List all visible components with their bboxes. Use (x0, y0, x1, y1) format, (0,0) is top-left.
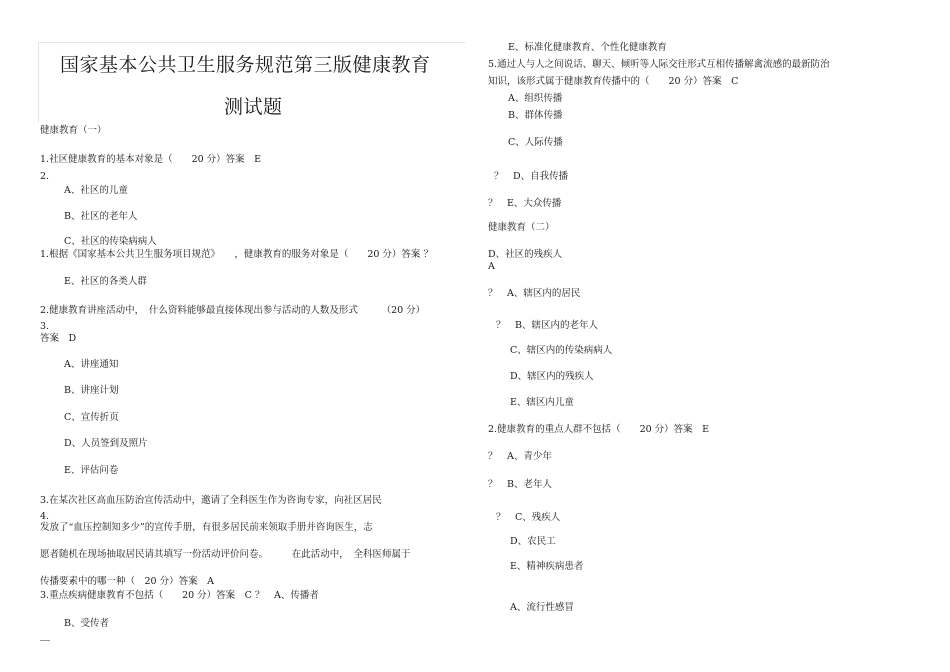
option: D、人员签到及照片 (64, 438, 148, 449)
option: A、讲座通知 (64, 359, 119, 370)
question-text: 2.健康教育的重点人群不包括（ 20 分）答案 E (488, 424, 710, 435)
answer-text: 答案 D (40, 333, 77, 344)
option: B、受传者 (64, 618, 109, 629)
question-number: 3. (40, 321, 50, 332)
question-number: 4. (40, 511, 50, 522)
question-text: 知识，该形式属于健康教育传播中的（ 20 分）答案 C (488, 76, 739, 87)
option: C、辖区内的传染病病人 (510, 345, 613, 356)
option: D、辖区内的残疾人 (510, 371, 594, 382)
document-title: 国家基本公共卫生服务规范第三版健康教育 (60, 54, 431, 76)
option: A、社区的儿童 (64, 185, 128, 196)
option: E、辖区内儿童 (510, 397, 574, 408)
option: A、组织传播 (508, 93, 563, 104)
option: C、社区的传染病病人 (64, 236, 157, 247)
option: C、宣传折页 (64, 412, 119, 423)
option: E、评估问卷 (64, 465, 119, 476)
question-text: 3.在某次社区高血压防治宣传活动中，邀请了全科医生作为咨询专家，向社区居民 (40, 495, 382, 506)
option: E、社区的各类人群 (64, 276, 147, 287)
question-text: 1.根据《国家基本公共卫生服务项目规范》 ，健康教育的服务对象是（ 20 分）答案 ？ (40, 249, 433, 260)
option: C、人际传播 (508, 137, 563, 148)
option: B、群体传播 (508, 110, 563, 121)
question-text: 1.社区健康教育的基本对象是（ 20 分）答案 E (40, 154, 262, 165)
section-heading: 健康教育（一） (40, 125, 107, 136)
option: ？ A、辖区内的居民 (488, 288, 581, 299)
option: ？ B、老年人 (488, 479, 552, 490)
document-subtitle: 测试题 (224, 96, 283, 118)
option: ？ E、大众传播 (488, 198, 562, 209)
option: ？ B、辖区内的老年人 (496, 320, 598, 331)
question-text: 传播要素中的哪一种（ 20 分）答案 A (40, 576, 214, 587)
question-text: 发放了“血压控制知多少”的宣传手册，有很多居民前来领取手册并咨询医生，志 (40, 522, 373, 533)
option: E、精神疾病患者 (510, 561, 584, 572)
option: D、农民工 (510, 536, 556, 547)
question-text: 5.通过人与人之间说话、聊天、倾听等人际交往形式互相传播解禽流感的最新防治 (488, 59, 830, 70)
question-text: 2.健康教育讲座活动中， 什么资料能够最直接体现出参与活动的人数及形式 （20 分） (40, 305, 426, 316)
option: E、标准化健康教育、个性化健康教育 (508, 42, 667, 53)
option: B、讲座计划 (64, 385, 119, 396)
section-heading: 健康教育（二） (488, 222, 555, 233)
option: D、社区的残疾人 (488, 249, 563, 260)
footer-mark (40, 640, 50, 641)
question-text: 3.重点疾病健康教育不包括（ 20 分）答案 C ？ A、传播者 (40, 590, 319, 601)
option: A、流行性感冒 (510, 602, 574, 613)
option: ？ A、青少年 (488, 451, 552, 462)
answer-text: A (488, 261, 495, 272)
question-number: 2. (40, 171, 50, 182)
option: B、社区的老年人 (64, 211, 138, 222)
option: ？ C、残疾人 (496, 512, 561, 523)
question-text: 愿者随机在现场抽取居民请其填写一份活动评价问卷。 在此活动中， 全科医师属于 (40, 549, 411, 560)
option: ？ D、自我传播 (494, 171, 569, 182)
